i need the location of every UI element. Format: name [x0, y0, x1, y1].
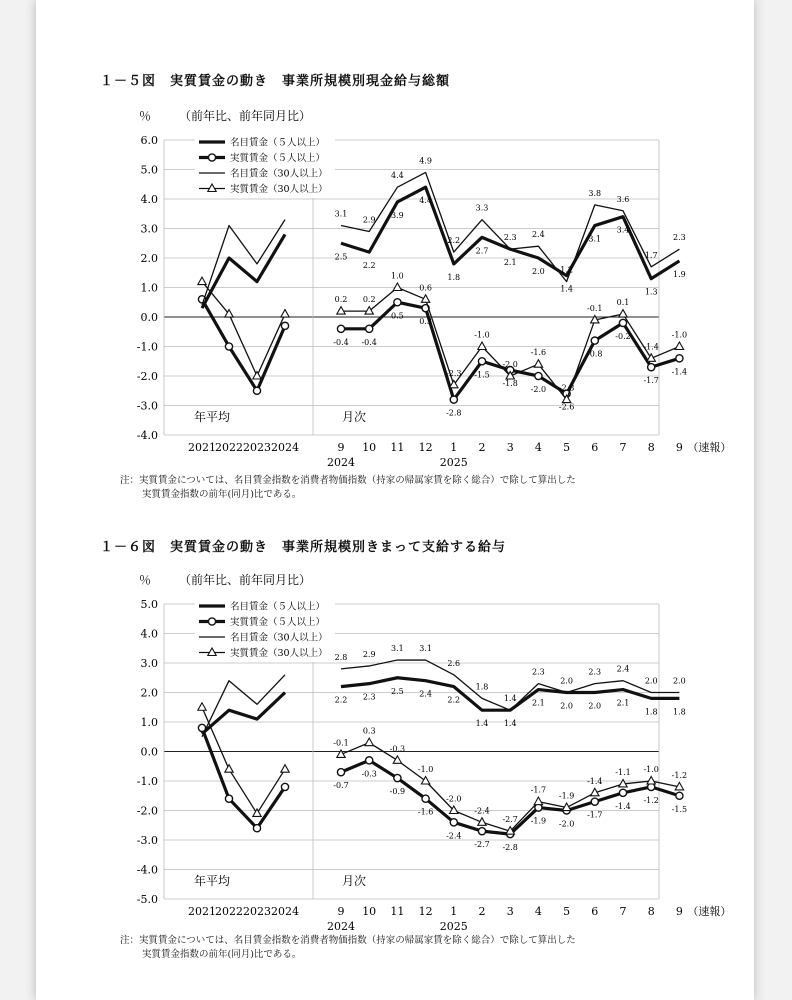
chart-subtitle: （前年比、前年同月比）	[179, 109, 312, 123]
data-label: -0.9	[389, 787, 406, 797]
data-label: 2.0	[560, 701, 573, 711]
x-tick-label: 4	[534, 441, 542, 454]
data-point-marker	[478, 342, 486, 350]
data-label: 3.1	[419, 644, 432, 654]
data-label: 2.8	[334, 652, 348, 662]
data-point-marker	[365, 307, 373, 315]
x-tick-label: 7	[619, 905, 627, 918]
x-tick-label: 2022	[215, 441, 243, 454]
data-label: 0.1	[616, 298, 630, 308]
note-line-2: 実質賃金指数の前年(同月)比である。	[142, 949, 302, 960]
data-point-marker	[253, 825, 260, 832]
x-tick-label: 3	[506, 441, 514, 454]
line-chart-cash-earnings	[36, 100, 754, 480]
y-tick-label: 5.0	[140, 598, 158, 611]
x-tick-label: 2023	[243, 441, 271, 454]
unit-label: ％	[139, 573, 152, 587]
y-tick-label: 4.0	[140, 627, 158, 641]
x-tick-label: 6	[591, 905, 599, 918]
legend-label: 名目賃金（５人以上）	[230, 137, 326, 149]
data-label: 3.1	[334, 209, 348, 219]
data-label: 2.1	[503, 258, 517, 268]
data-label: 3.4	[616, 225, 630, 235]
data-point-marker	[450, 396, 457, 403]
data-label: -1.5	[671, 804, 688, 814]
data-label: 2.4	[532, 230, 545, 240]
data-label: 0.5	[391, 311, 404, 321]
x-tick-label: 11	[390, 905, 405, 918]
data-point-marker	[253, 372, 261, 380]
data-label: -2.8	[446, 408, 462, 418]
data-label: 2.3	[532, 667, 545, 677]
y-tick-label: 6.0	[140, 134, 158, 147]
legend-label: 実質賃金（５人以上）	[230, 153, 326, 164]
data-label: 2.2	[447, 236, 461, 246]
data-point-marker	[422, 795, 429, 802]
annual-section-label: 年平均	[194, 874, 231, 888]
data-label: 2.2	[334, 695, 348, 705]
data-label: 4.4	[419, 196, 432, 206]
data-point-marker	[253, 809, 261, 817]
y-tick-label: 3.0	[140, 222, 158, 236]
y-tick-label: 4.0	[140, 193, 158, 206]
y-tick-label: 1.0	[140, 716, 158, 729]
data-point-marker	[676, 355, 683, 362]
data-label: -2.8	[502, 843, 518, 853]
data-point-marker	[393, 283, 401, 291]
data-label: 2.0	[673, 676, 686, 686]
data-label: 1.3	[644, 287, 658, 297]
x-tick-label: 2	[478, 441, 486, 454]
y-tick-label: 0.0	[140, 311, 158, 324]
data-label: -1.4	[587, 776, 603, 786]
data-label: 4.9	[419, 156, 432, 166]
data-label: -1.1	[615, 767, 631, 777]
y-tick-label: 2.0	[140, 252, 158, 265]
data-point-marker	[198, 277, 206, 285]
data-label: 3.6	[616, 194, 630, 204]
data-label: 2.0	[588, 701, 602, 711]
data-label: 2.0	[644, 676, 658, 686]
data-label: -1.6	[417, 807, 434, 817]
data-point-marker	[394, 774, 401, 781]
chart-subtitle: （前年比、前年同月比）	[179, 573, 312, 587]
data-point-marker	[591, 337, 598, 344]
monthly-section-label: 月次	[342, 410, 367, 424]
x-tick-label: 8	[647, 905, 655, 918]
data-label: -0.4	[361, 337, 377, 347]
figure-note	[120, 934, 576, 962]
data-point-marker	[619, 319, 626, 326]
year-label: 2024	[327, 456, 355, 469]
y-tick-label: -2.0	[136, 804, 158, 818]
data-point-marker	[591, 798, 598, 805]
data-label: 2.3	[362, 692, 376, 702]
line-chart-scheduled-earnings	[36, 564, 754, 944]
data-label: 1.8	[644, 707, 658, 717]
data-point-marker	[675, 342, 683, 350]
x-tick-label: 2024	[271, 905, 299, 918]
data-label: -1.4	[643, 342, 659, 352]
x-tick-label: 1	[450, 441, 458, 454]
year-label: 2025	[439, 920, 468, 933]
year-label: 2024	[327, 920, 355, 933]
data-label: 2.3	[588, 667, 602, 677]
x-tick-label: 2024	[271, 441, 299, 454]
series-line-annual	[202, 282, 285, 376]
data-point-marker	[337, 307, 345, 315]
data-point-marker	[535, 372, 542, 379]
data-label: 2.9	[362, 215, 376, 225]
x-tick-label: 5	[563, 441, 571, 454]
data-label: 2.6	[447, 658, 461, 668]
data-point-marker	[281, 310, 289, 318]
data-label: -1.7	[587, 810, 603, 820]
legend-label: 名目賃金（30人以上）	[230, 632, 328, 644]
data-label: 1.4	[560, 284, 573, 294]
data-label: 2.0	[532, 267, 545, 276]
data-point-marker	[337, 325, 344, 332]
data-label: 0.3	[362, 726, 376, 736]
figure-note	[120, 474, 576, 502]
data-label: 1.8	[673, 707, 686, 717]
data-point-marker	[393, 756, 401, 764]
data-label: 0.2	[362, 295, 376, 305]
data-label: 2.5	[391, 686, 404, 696]
x-tick-label: 6	[591, 441, 599, 454]
data-label: -2.0	[502, 360, 518, 369]
data-label: 0.3	[419, 317, 432, 327]
data-label: 1.4	[503, 719, 517, 729]
x-tick-label: 12	[418, 441, 433, 454]
data-label: -1.2	[643, 795, 659, 805]
data-label: 2.1	[616, 698, 630, 708]
data-label: 2.4	[419, 689, 432, 699]
data-label: 2.3	[673, 233, 686, 243]
x-tick-label: 10	[362, 441, 377, 454]
data-label: 1.9	[673, 269, 686, 279]
y-tick-label: -3.0	[136, 834, 158, 847]
y-tick-label: -1.0	[136, 340, 158, 354]
x-tick-label: 7	[619, 441, 627, 454]
data-label: -2.0	[446, 794, 462, 804]
monthly-section-label: 月次	[342, 874, 367, 888]
data-point-marker	[366, 325, 373, 332]
data-point-marker	[450, 819, 457, 826]
series-line-annual	[202, 728, 285, 828]
legend-label: 名目賃金（５人以上）	[230, 601, 326, 613]
data-label: 1.0	[391, 271, 404, 281]
data-label: -1.7	[530, 785, 547, 795]
data-point-marker	[676, 792, 683, 799]
data-point-marker	[225, 343, 232, 350]
data-label: -2.0	[558, 819, 575, 829]
x-tick-label: 9	[337, 441, 345, 454]
data-label: -1.9	[558, 791, 575, 801]
data-point-marker	[619, 310, 627, 318]
x-tick-label: 9	[337, 905, 345, 918]
series-line-annual	[202, 693, 285, 734]
data-point-marker	[534, 360, 542, 368]
x-tick-suffix: （速報）	[687, 905, 732, 918]
data-label: -2.6	[558, 402, 575, 412]
data-label: -1.0	[643, 765, 659, 774]
data-label: 1.8	[475, 682, 489, 692]
data-label: -0.1	[587, 303, 603, 313]
data-point-marker	[337, 769, 344, 776]
y-tick-label: 3.0	[140, 657, 158, 670]
x-tick-label: 9	[675, 905, 683, 918]
unit-label: ％	[139, 109, 152, 123]
data-label: 3.1	[391, 644, 404, 654]
legend-label: 名目賃金（30人以上）	[230, 168, 328, 180]
year-label: 2025	[439, 456, 468, 469]
data-label: -0.3	[389, 744, 406, 754]
data-point-marker	[478, 828, 485, 835]
legend-label: 実質賃金（30人以上）	[230, 184, 328, 195]
data-point-marker	[534, 797, 542, 805]
data-label: 2.9	[362, 649, 376, 659]
x-tick-label: 12	[418, 905, 433, 918]
x-tick-label: 1	[450, 905, 458, 918]
data-label: 2.3	[503, 233, 517, 243]
data-label: 2.2	[447, 695, 461, 705]
data-point-marker	[281, 322, 288, 329]
data-label: -2.7	[474, 840, 490, 850]
data-point-marker	[421, 777, 429, 785]
data-label: 1.2	[560, 265, 573, 275]
data-label: -0.1	[333, 738, 349, 748]
data-label: 3.1	[588, 234, 602, 244]
data-label: -2.0	[530, 385, 547, 394]
data-label: 1.4	[475, 719, 489, 729]
data-point-marker	[225, 795, 232, 802]
data-point-marker	[208, 154, 215, 161]
data-point-marker	[225, 765, 233, 773]
data-point-marker	[281, 783, 288, 790]
y-tick-label: -1.0	[136, 775, 158, 788]
data-label: -2.4	[446, 831, 462, 841]
data-point-marker	[365, 738, 373, 746]
x-tick-label: 9	[675, 441, 683, 454]
y-tick-label: -4.0	[136, 863, 158, 877]
note-line-1: 注：実質賃金については、名目賃金指数を消費者物価指数（持家の帰属家賃を除く総合）で除して算出した	[120, 475, 576, 486]
data-label: 2.0	[560, 676, 573, 686]
y-tick-label: 5.0	[140, 163, 158, 177]
data-label: 0.2	[334, 295, 348, 305]
data-label: -1.7	[643, 376, 659, 386]
data-label: -1.4	[615, 801, 631, 811]
x-tick-label: 10	[362, 905, 377, 918]
x-tick-label: 2	[478, 905, 486, 918]
data-label: 3.9	[391, 210, 404, 220]
data-point-marker	[478, 358, 485, 365]
data-point-marker	[647, 777, 655, 785]
data-point-marker	[648, 364, 655, 371]
y-tick-label: 0.0	[140, 745, 158, 759]
data-label: -1.6	[530, 348, 547, 358]
y-tick-label: -5.0	[136, 893, 158, 906]
x-tick-suffix: （速報）	[687, 441, 732, 454]
data-label: -0.8	[587, 349, 603, 359]
x-tick-label: 2022	[215, 905, 243, 918]
x-tick-label: 8	[647, 441, 655, 454]
document-page	[36, 0, 754, 1000]
data-point-marker	[208, 618, 215, 625]
data-label: 0.6	[419, 283, 432, 293]
x-tick-label: 2021	[188, 441, 216, 454]
data-label: 1.8	[447, 272, 461, 282]
data-label: 2.1	[532, 698, 545, 708]
data-point-marker	[619, 789, 626, 796]
x-tick-label: 5	[563, 905, 571, 918]
x-tick-label: 2023	[243, 905, 271, 918]
data-label: -1.2	[671, 770, 688, 780]
x-tick-label: 2021	[188, 905, 216, 918]
data-label: -0.2	[615, 331, 631, 341]
x-tick-label: 4	[534, 905, 542, 918]
data-label: -0.7	[333, 781, 349, 791]
figure-title: １－６図 実質賃金の動き 事業所規模別きまって支給する給与	[100, 540, 507, 555]
series-line-annual	[202, 220, 285, 306]
y-tick-label: -2.0	[136, 370, 158, 383]
data-point-marker	[253, 387, 260, 394]
data-label: 2.7	[475, 246, 489, 256]
y-tick-label: -3.0	[136, 399, 158, 413]
data-point-marker	[281, 765, 289, 773]
x-tick-label: 3	[506, 905, 514, 918]
y-tick-label: 2.0	[140, 686, 158, 700]
note-line-1: 注：実質賃金については、名目賃金指数を消費者物価指数（持家の帰属家賃を除く総合）で除して算出した	[120, 935, 576, 946]
data-label: 3.8	[588, 188, 602, 198]
annual-section-label: 年平均	[194, 410, 231, 424]
data-label: 4.4	[391, 171, 404, 181]
data-label: -0.3	[361, 769, 377, 779]
figure-title: １－５図 実質賃金の動き 事業所規模別現金給与総額	[100, 74, 451, 89]
data-label: 1.4	[503, 694, 517, 704]
y-tick-label: 1.0	[140, 281, 158, 295]
data-label: 2.2	[362, 261, 376, 271]
data-label: 3.3	[475, 203, 489, 213]
legend-label: 実質賃金（５人以上）	[230, 617, 326, 628]
note-line-2: 実質賃金指数の前年(同月)比である。	[142, 489, 302, 500]
data-label: -1.9	[530, 816, 547, 826]
data-label: -2.4	[474, 806, 490, 816]
data-label: 2.5	[334, 252, 348, 262]
x-tick-label: 11	[390, 441, 405, 454]
data-label: -1.0	[671, 330, 688, 340]
data-point-marker	[394, 299, 401, 306]
data-point-marker	[366, 757, 373, 764]
data-label: -0.4	[333, 337, 349, 347]
data-label: -2.3	[446, 368, 462, 378]
data-label: -1.5	[474, 370, 490, 380]
data-label: -1.0	[417, 765, 434, 774]
data-label: 2.4	[616, 664, 630, 674]
data-label: 1.7	[644, 250, 658, 260]
data-label: -1.4	[671, 367, 688, 377]
y-tick-label: -4.0	[136, 429, 158, 442]
data-label: -2.7	[502, 815, 518, 825]
data-label: -1.0	[474, 330, 490, 340]
data-label: -1.8	[502, 379, 518, 389]
data-point-marker	[198, 703, 206, 711]
data-label: -2.8	[558, 383, 575, 393]
legend-label: 実質賃金（30人以上）	[230, 648, 328, 659]
